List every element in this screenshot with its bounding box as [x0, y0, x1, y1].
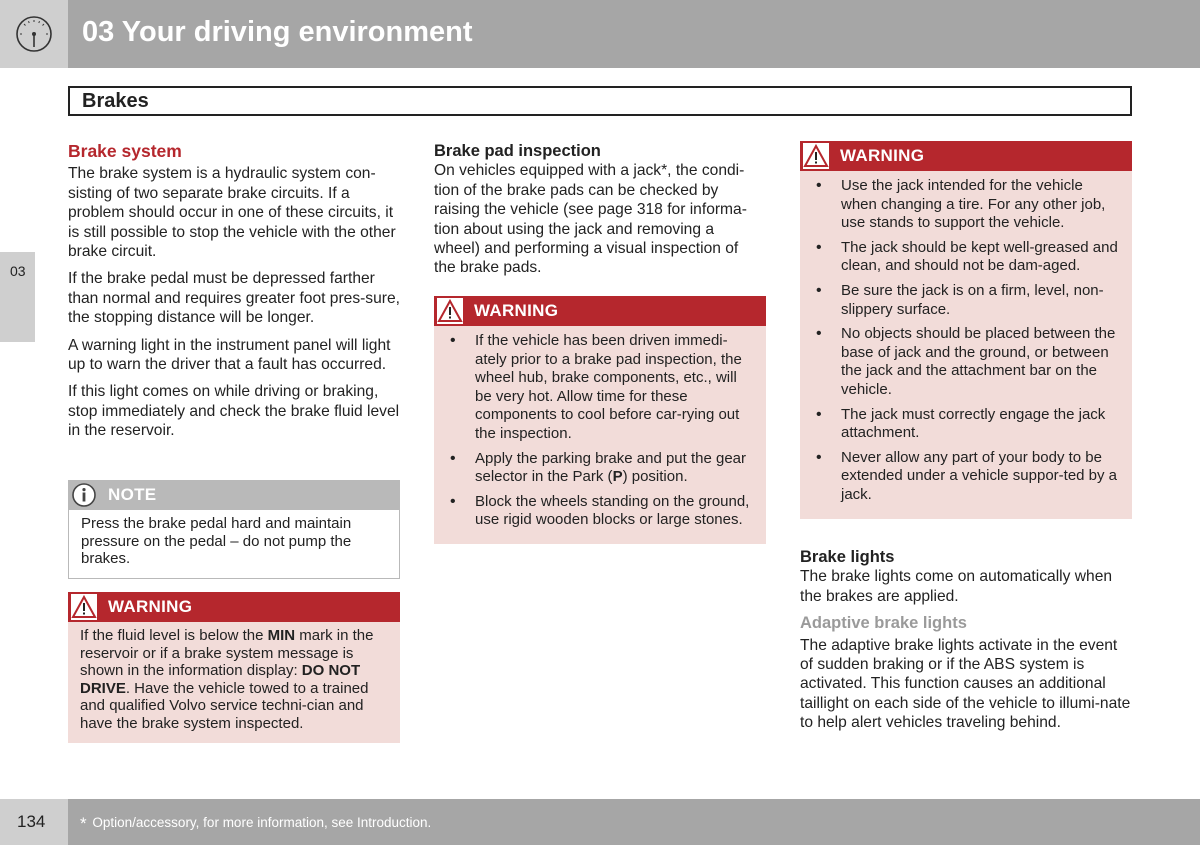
list-item: • Block the wheels standing on the ground, use rigid wooden blocks or large stones.: [446, 493, 752, 530]
warning-header: [800, 141, 1132, 171]
column-2: [434, 142, 764, 286]
footnote-star: *: [80, 814, 87, 833]
warning-text: If the fluid level is below the MIN mark in the reservoir or if a brake system message is shown in the information display: DO NOT DRIVE. Have the vehicle towed to a trained and qualified Volvo service techni-cian and have the brake system inspected.: [80, 627, 374, 732]
warning-list: [434, 326, 766, 544]
warning-header: [68, 592, 400, 622]
warning-body: [434, 326, 766, 544]
note-text: Press the brake pedal hard and maintain pressure on the pedal – do not pump the brakes.: [81, 515, 352, 568]
warning-triangle-icon: [71, 594, 97, 620]
page-number-box: [0, 799, 68, 845]
side-tab-label: 03: [10, 263, 26, 279]
page-footer: [0, 799, 1200, 845]
paragraph: The adaptive brake lights activate in the event of sudden braking or if the ABS system is activated. This function causes an additional taillight on each side of the vehicle to illumi-nate to help alert vehicles traveling behind.: [800, 636, 1131, 732]
paragraph: The brake system is a hydraulic system con-sisting of two separate brake circuits. If a problem should occur in one of these circuits, it is still possible to stop the vehicle with the other brake circuit.: [68, 165, 396, 261]
brake-pad-inspection-heading: Brake pad inspection: [434, 142, 601, 160]
paragraph: A warning light in the instrument panel will light up to warn the driver that a fault has occurred.: [68, 336, 391, 374]
list-item: • The jack must correctly engage the jack attachment.: [812, 406, 1118, 443]
warning-header: [434, 296, 766, 326]
note-body: [68, 510, 400, 579]
chapter-header: [0, 0, 1200, 68]
paragraph: If the brake pedal must be depressed farther than normal and requires greater foot pres-sure, the stopping distance will be longer.: [68, 270, 400, 327]
paragraph: If this light comes on while driving or braking, stop immediately and check the brake fluid level in the reservoir.: [68, 383, 400, 440]
list-item: • Use the jack intended for the vehicle when changing a tire. For any other job, use stands to support the vehicle.: [812, 177, 1118, 233]
footnote-text: Option/accessory, for more information, see Introduction.: [92, 815, 432, 830]
page-number: 134: [17, 812, 46, 831]
footnote: [80, 814, 431, 834]
brake-system-heading: Brake system: [68, 141, 182, 161]
brake-lights-heading: Brake lights: [800, 548, 895, 566]
list-item: • Be sure the jack is on a firm, level, non-slippery surface.: [812, 282, 1118, 319]
warning-box-jack: [800, 141, 1132, 519]
warning-body: [800, 171, 1132, 519]
chapter-icon-box: [0, 0, 68, 68]
note-box: [68, 480, 400, 579]
section-title-bar: [68, 86, 1132, 116]
list-item: • If the vehicle has been driven immedi-ately prior to a brake pad inspection, the wheel hub, brake components, etc., will be very hot. Allow time for these components to cool before car-rying out the inspection.: [446, 332, 752, 444]
chapter-title: 03 Your driving environment: [82, 16, 473, 48]
warning-box-fluid: [68, 592, 400, 743]
chapter-side-tab: [0, 252, 35, 342]
list-item: • No objects should be placed between the base of jack and the ground, or between the jack and the attachment bar on the vehicle.: [812, 325, 1118, 399]
paragraph: On vehicles equipped with a jack*, the condi-tion of the brake pads can be checked by raising the vehicle (see page 318 for informa-tion about using the jack and removing a wheel) and performing a visual inspection of the brake pads.: [434, 162, 747, 277]
warning-label: WARNING: [840, 146, 925, 165]
warning-label: WARNING: [474, 301, 559, 320]
column-3: [800, 548, 1134, 741]
section-title: Brakes: [82, 90, 149, 112]
warning-body: [68, 622, 400, 743]
info-icon: [71, 482, 97, 508]
paragraph: The brake lights come on automatically when the brakes are applied.: [800, 568, 1113, 605]
adaptive-brake-lights-heading: Adaptive brake lights: [800, 614, 967, 633]
warning-label: WARNING: [108, 597, 193, 616]
list-item: • Apply the parking brake and put the gear selector in the Park (P) position.: [446, 450, 752, 487]
note-header: [68, 480, 400, 510]
list-item: • Never allow any part of your body to be extended under a vehicle suppor-ted by a jack.: [812, 449, 1118, 505]
warning-box-brake-pads: [434, 296, 766, 544]
note-label: NOTE: [108, 485, 157, 504]
warning-list: [800, 171, 1132, 519]
warning-triangle-icon: [437, 298, 463, 324]
list-item: • The jack should be kept well-greased and clean, and should not be dam-aged.: [812, 239, 1118, 276]
column-1: [68, 142, 402, 449]
gauge-icon: [14, 14, 54, 54]
warning-triangle-icon: [803, 143, 829, 169]
